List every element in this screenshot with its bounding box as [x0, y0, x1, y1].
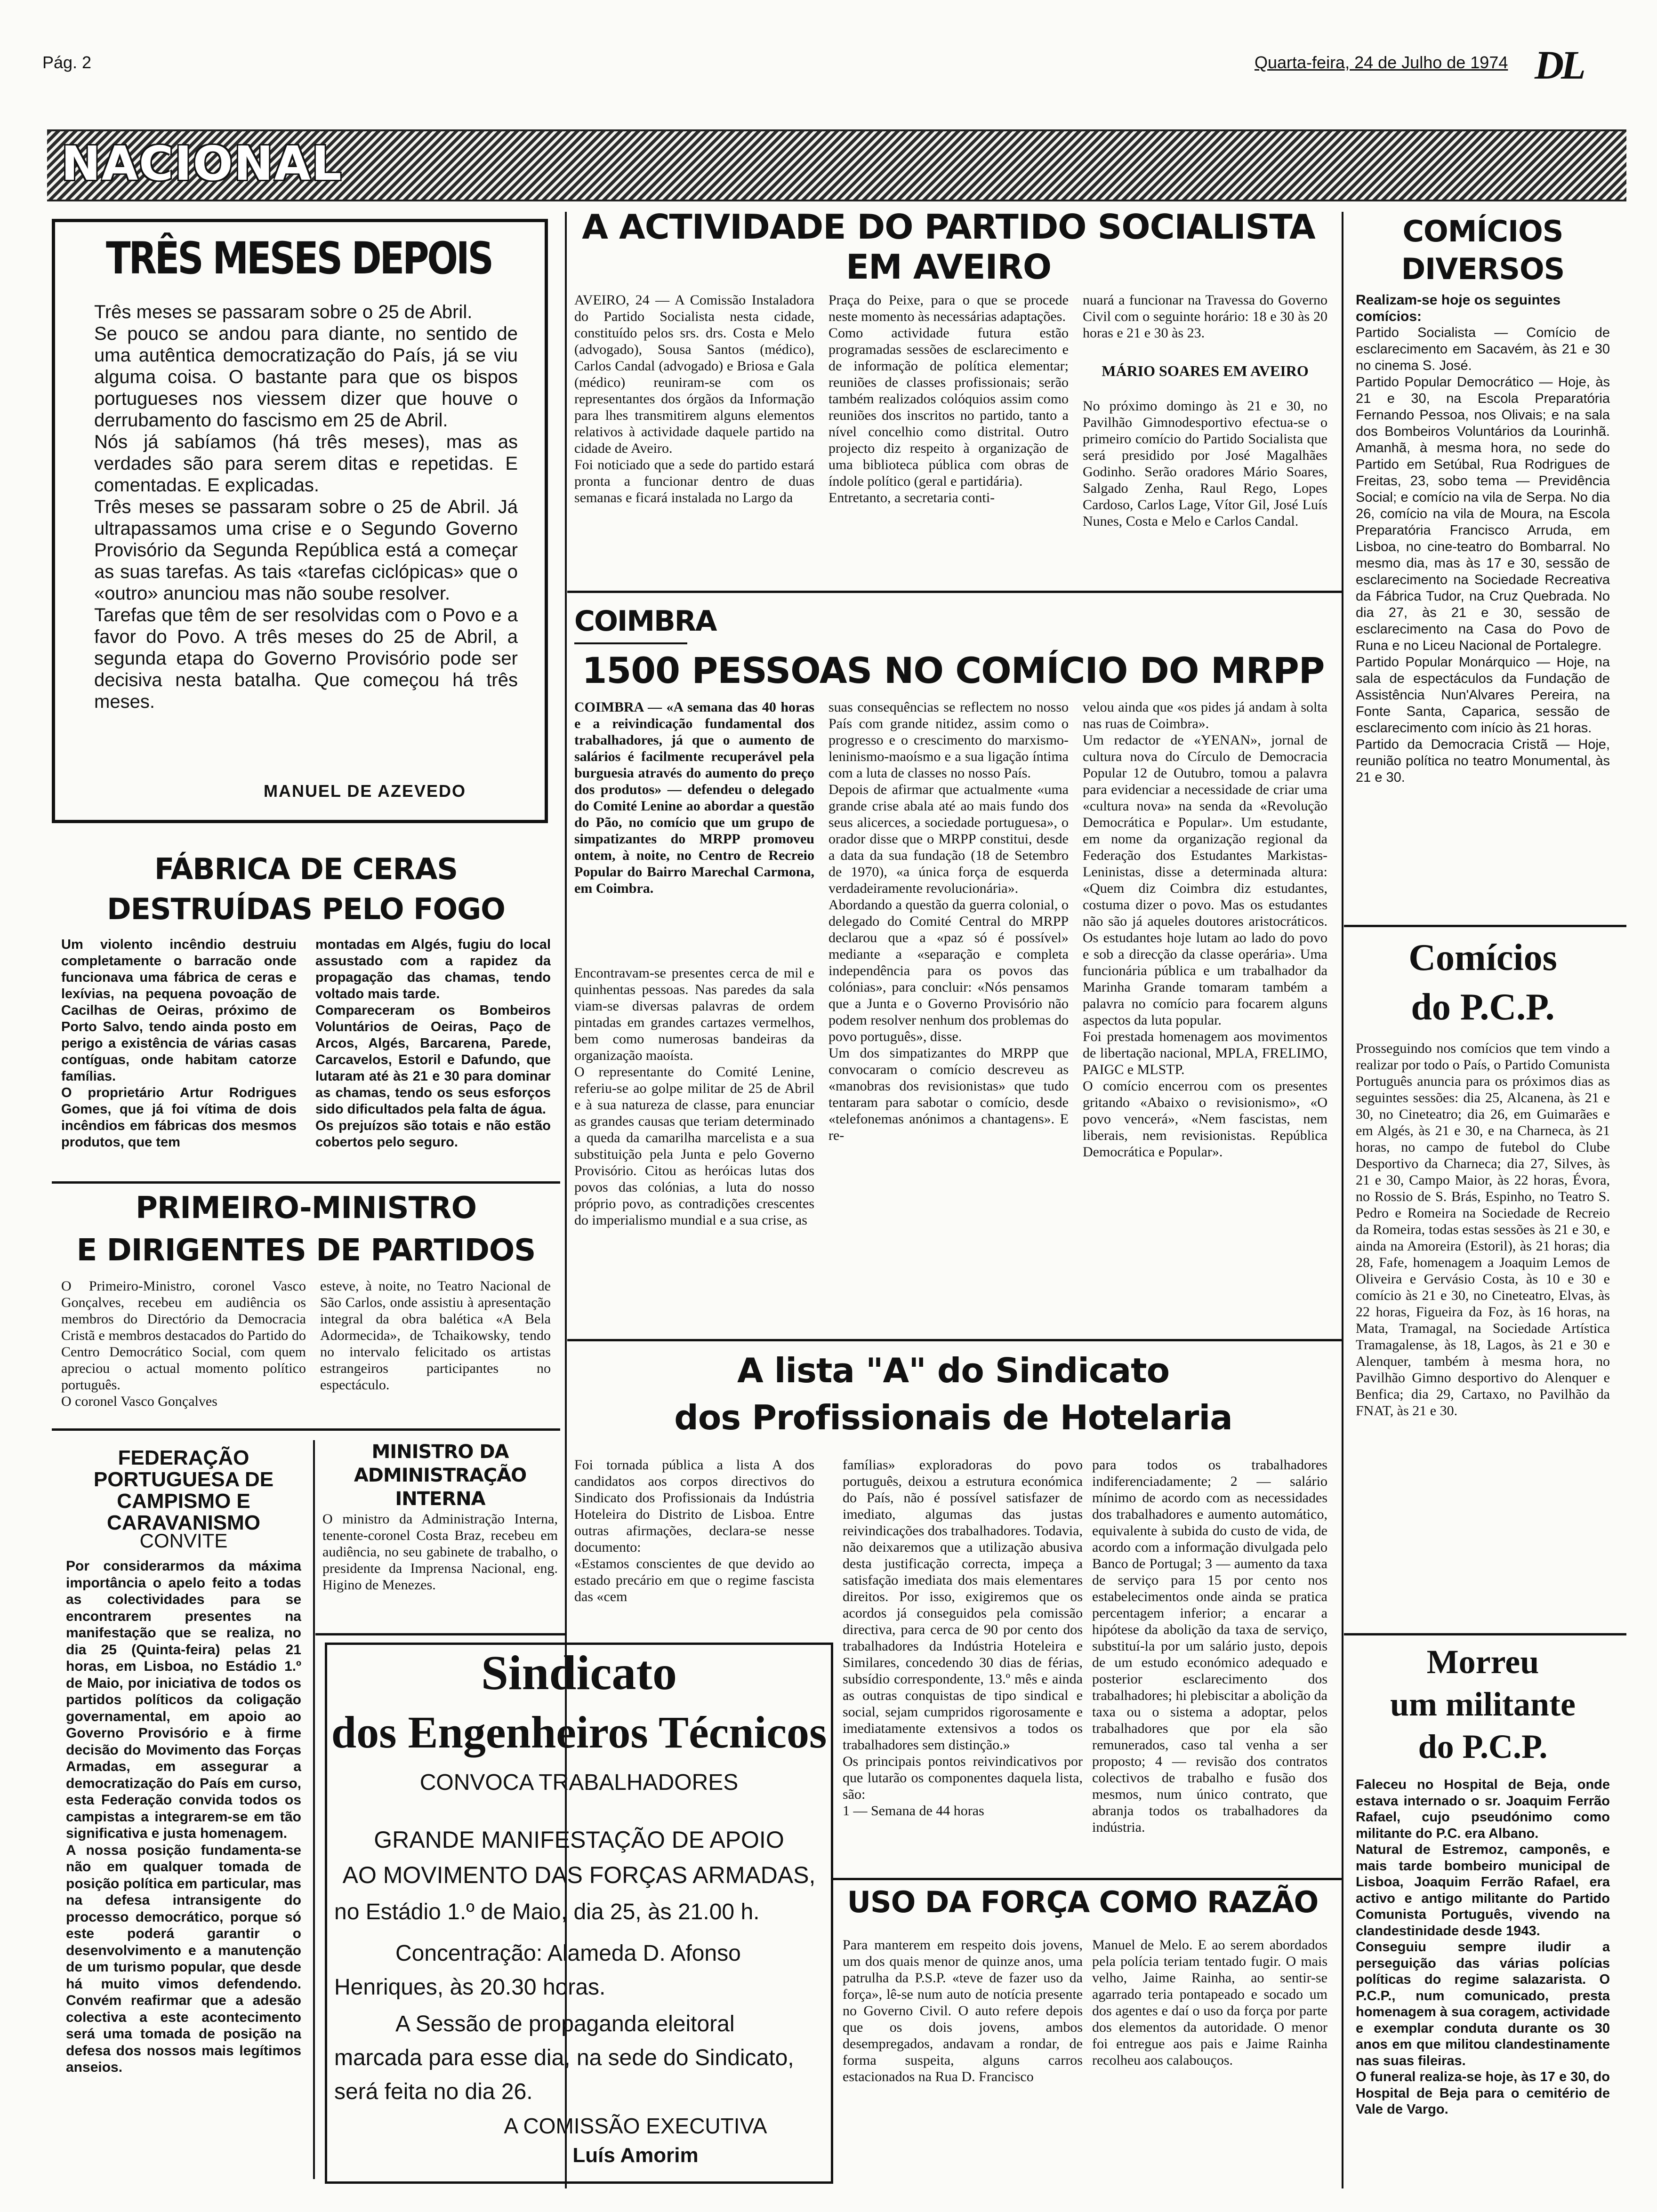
- pcp-title-2: do P.C.P.: [1411, 986, 1555, 1028]
- fabrica-col-1: Um violento incêndio destruiu completamente o barracão onde funcionava uma fábrica de ceras e lexívias, na pequena povoação de Cacilhas de Oeiras, próximo de Porto Salvo, tendo ainda posto em perigo a existência de várias casas contíguas, onde habitam catorze famílias. O proprietário Artur Rodrigues Gomes, que já foi vítima de dois incêndios em fábricas dos mesmos produtos, que tem: [61, 937, 297, 1150]
- page-number: Pág. 2: [42, 53, 92, 72]
- comicios-title-2: DIVERSOS: [1401, 252, 1565, 286]
- forca-col-2: Manuel de Melo. E ao serem abordados pela polícia teriam tentado fugir. O mais velho, Jaime Rainha, ao sentir-se agarrado teria pontapeado e socado um dos agentes e daí o uso da força por parte dos elementos da autoridade. O menor foi entregue aos pais e Jaime Rainha recolheu aos calabouços.: [1092, 1937, 1327, 2068]
- hotelaria-col-1: Foi tornada pública a lista A dos candidatos aos corpos directivos do Sindicato dos Profissionais da Indústria Hoteleira do Distrito de Lisboa. Entre outras afirmações, declara-se nesse documento: «Estamos conscientes de que devido ao estado precário em que o regime fascista das «cem: [574, 1457, 814, 1604]
- column-rule: [313, 1440, 315, 2179]
- newspaper-logo: DL: [1535, 42, 1583, 88]
- hotelaria-col-3: para todos os trabalhadores indiferenciadamente; 2 — salário mínimo de acordo com as necessidades dos trabalhadores e aumento automático, equivalente à subida do custo de vida, de acordo com a informação divulgada pelo Banco de Portugal; 3 — aumento da taxa de serviço para 15 por cento nos estabelecimentos onde ainda se pratica percentagem inferior; a encarar a hipótese da abolição da taxa de serviço, substituí-la por um salário justo, depois de um estudo económico adequado e posterior esclarecimento dos trabalhadores; hi plebiscitar a abolição da taxa ou o sistema a adoptar, pelos trabalhadores que por ela são remunerados, caso tal venha a ser proposto; 4 — revisão dos contratos colectivos de trabalho e fusão dos mesmos, num único contrato, que abranja todos os trabalhadores da indústria.: [1092, 1457, 1327, 1835]
- morreu-title-1: Morreu: [1426, 1643, 1539, 1681]
- divider: [567, 1339, 1342, 1341]
- federacao-title: FEDERAÇÃO PORTUGUESA DE CAMPISMO E CARAVANISMO: [93, 1446, 274, 1534]
- coimbra-col-3: velou ainda que «os pides já andam à solta nas ruas de Coimbra». Um redactor de «YENAN», jornal de cultura nova do Círculo de Democracia Popular 12 de Outubro, tomou a palavra para evidenciar a necessidade de criar uma «cultura nova» na senda da «Revolução Democrática e Popular». Um estudante, em nome da organização regional da Federação dos Estudantes Markistas-Leninistas, disse a determinada altura: «Quem diz Coimbra diz estudantes, costuma dizer o povo. Mas os estudantes não são já aqueles doutores aristocráticos. Os estudantes hoje lutam ao lado do povo e sob a direcção da classe operária». Uma funcionária pública e um trabalhador da Marinha Grande tomaram também a palavra no comício para focarem alguns aspectos da luta popular. Foi prestada homenagem aos movimentos de libertação nacional, MPLA, FRELIMO, PAIGC e MLSTP. O comício encerrou com os presentes gritando «Abaixo o revisionismo», «O povo vencerá», «Nem fascistas, nem liberais, nem revisionistas. República Democrática e Popular».: [1083, 699, 1327, 1160]
- pcp-title-1: Comícios: [1408, 937, 1557, 978]
- ministro-body: O ministro da Administração Interna, tenente-coronel Costa Braz, recebeu em audiência, no seu gabinete de trabalho, o presidente da Imprensa Nacional, eng. Higino de Menezes.: [322, 1511, 558, 1593]
- coimbra-col-2: suas consequências se reflectem no nosso País com grande nitidez, assim como o progresso e o crescimento do marxismo-leninismo-maoísmo e a sua ligação íntima com a luta de classes no nosso País. Depois de afirmar que actualmente «uma grande crise abala até ao mais fundo dos seus alicerces, a sociedade portuguesa», o orador disse que o MRPP constitui, desde a data da sua fundação (18 de Setembro de 1970), «a única força de esquerda verdadeiramente revolucionária». Abordando a questão da guerra colonial, o delegado do Comité Central do MRPP declarou que a «paz só é possível» mediante a «separação e completa independência para os povos das colónias», para concluir: «Nós pensamos que a Junta e o Governo Provisório não podem resolver nenhum dos problemas do povo português», disse. Um dos simpatizantes do MRPP que convocaram o comício descreveu as «manobras dos revisionistas» que tudo tentaram para sabotar o comício, desde «telefonemas anónimos a chantagens». E re-: [828, 699, 1069, 1143]
- aveiro-col-3b: No próximo domingo às 21 e 30, no Pavilhão Gimnodesportivo efectua-se o primeiro comício do Partido Socialista que será presidido por José Magalhães Godinho. Serão oradores Mário Soares, Salgado Zenha, Raul Rego, Lopes Cardoso, Carlos Lage, Vítor Gil, José Luís Nunes, Costa e Melo e Carlos Candal.: [1083, 398, 1327, 529]
- divider: [1344, 1633, 1626, 1635]
- sindicato-ad-line-2: AO MOVIMENTO DAS FORÇAS ARMADAS,: [342, 1862, 816, 1888]
- sindicato-ad-title-1: Sindicato: [481, 1646, 677, 1700]
- sindicato-ad-sign-1: A COMISSÃO EXECUTIVA: [504, 2114, 767, 2138]
- editorial-body: Três meses se passaram sobre o 25 de Abril. Se pouco se andou para diante, no sentido de uma autêntica democratização do País, já se viu alguma coisa. O bastante para que os bispos portugueses nos viessem dizer que houve o derrubamento do fascismo em 25 de Abril. Nós já sabíamos (há três meses), mas as verdades são para serem ditas e repetidas. E comentadas. E explicadas. Três meses se passaram sobre o 25 de Abril. Já ultrapassamos uma crise e o Segundo Governo Provisório da Segunda República está a começar as suas tarefas. As tais «tarefas ciclópicas» que o «outro» anunciou mas não soube resolver. Tarefas que têm de ser resolvidas com o Povo e a favor do Povo. A três meses do 25 de Abril, a segunda etapa do Governo Provisório pode ser decisiva nesta batalha. Que começou há três meses.: [94, 302, 518, 712]
- coimbra-col-1b: Encontravam-se presentes cerca de mil e quinhentas pessoas. Nas paredes da sala viam-se diversas palavras de ordem pintadas em grandes cartazes vermelhos, bem como numerosas bandeiras da organização maoísta. O representante do Comité Lenine, referiu-se ao golpe militar de 25 de Abril e à sua natureza de classe, para enunciar as grandes causas que teriam determinado a queda da camarilha marcelista e a sua substituição pela Junta e pelo Governo Provisório. Citou as heróicas lutas dos povos das colónias, a luta do nosso próprio povo, as contradições crescentes do imperialismo mundial e a sua crise, as: [574, 965, 814, 1228]
- sindicato-ad-line-4: Concentração: Alameda D. Afonso Henriques, às 20.30 horas.: [334, 1941, 741, 2000]
- primeiro-col-1: O Primeiro-Ministro, coronel Vasco Gonçalves, recebeu em audiência os membros do Directório da Democracia Cristã e membros destacados do Partido do Centro Democrático Social, com quem apreciou o actual momento político português. O coronel Vasco Gonçalves: [61, 1278, 306, 1409]
- aveiro-col-2: Praça do Peixe, para o que se procede neste momento às necessárias adaptações. Como actividade futura estão programadas sessões de esclarecimento e de informação de política elementar; reuniões de classes profissionais; serão também realizados colóquios assim como reuniões dos inscritos no partido, tanto a nível concelhio como distrital. Outro projecto diz respeito à organização de uma biblioteca pública com obras de índole político (geral e partidária). Entretanto, a secretaria conti-: [828, 292, 1069, 505]
- hotelaria-title-1: A lista "A" do Sindicato: [737, 1351, 1170, 1390]
- morreu-title-3: do P.C.P.: [1418, 1728, 1548, 1765]
- forca-title: USO DA FORÇA COMO RAZÃO: [847, 1885, 1319, 1919]
- fabrica-col-2: montadas em Algés, fugiu do local assustado com a rapidez da propagação das chamas, tendo voltado mais tarde. Compareceram os Bombeiros Voluntários de Oeiras, Paço de Arcos, Algés, Barcarena, Parede, Carcavelos, Estoril e Dafundo, que lutaram até às 21 e 30 para dominar as chamas, tendo os seus esforços sido dificultados pela falta de água. Os prejuízos são totais e não estão cobertos pelo seguro.: [315, 937, 551, 1150]
- forca-col-1: Para manterem em respeito dois jovens, um dos quais menor de quinze anos, uma patrulha da P.S.P. «teve de fazer uso da força», lê-se num auto de notícia presente no Governo Civil. O auto refere depois que os dois jovens, ambos desempregados, andavam a rondar, de forma suspeita, alguns carros estacionados na Rua D. Francisco: [843, 1937, 1083, 2084]
- morreu-body: Faleceu no Hospital de Beja, onde estava internado o sr. Joaquim Ferrão Rafael, cujo pseudónimo como militante do P.C. era Albano. Natural de Estremoz, camponês, e mais tarde bombeiro municipal de Lisboa, Joaquim Ferrão Rafael, era activo e antigo militante do Partido Comunista Português, vivendo na clandestinidade desde 1943. Conseguiu sempre iludir a perseguição das várias polícias políticas do regime salazarista. O P.C.P., num comunicado, presta homenagem à sua coragem, actividade e exemplar conduta durante os 30 anos em que militou clandestinamente nas suas fileiras. O funeral realiza-se hoje, às 17 e 30, do Hospital de Beja para o cemitério de Vale de Vargo.: [1356, 1777, 1610, 2117]
- primeiro-title-2: E DIRIGENTES DE PARTIDOS: [76, 1233, 536, 1268]
- aveiro-title-2: EM AVEIRO: [845, 247, 1052, 287]
- editorial-author: MANUEL DE AZEVEDO: [264, 781, 467, 801]
- editorial-title: TRÊS MESES DEPOIS: [106, 233, 492, 284]
- aveiro-col-3a: nuará a funcionar na Travessa do Governo Civil com o seguinte horário: 18 e 30 às 20 horas e 21 e 30 às 23.: [1083, 292, 1327, 341]
- coimbra-col-1a: COIMBRA — «A semana das 40 horas e a reivindicação fundamental dos trabalhadores, já que o aumento de salários é facilmente recuperável pela burguesia através do aumento do preço dos produtos» — defendeu o delegado do Comité Lenine ao abordar a questão do Pão, no comício que um grupo de simpatizantes do MRPP promoveu ontem, à noite, no Centro de Recreio Popular do Bairro Marechal Carmona, em Coimbra.: [574, 699, 814, 896]
- aveiro-col-1: AVEIRO, 24 — A Comissão Instaladora do Partido Socialista nesta cidade, constituído pelos srs. drs. Costa e Melo (advogado), Sousa Santos (médico), Carlos Candal (advogado) e Briosa e Gala (médico) reuniram-se com os representantes dos órgãos da Informação para lhes transmitirem alguns elementos relativos à actividade daquele partido na cidade de Aveiro. Foi noticiado que a sede do partido estará pronta a funcionar dentro de duas semanas e ficará instalada no Largo da: [574, 292, 814, 505]
- sindicato-ad-line-3: no Estádio 1.º de Maio, dia 25, às 21.00 h.: [334, 1899, 760, 1924]
- primeiro-col-2: esteve, à noite, no Teatro Nacional de São Carlos, onde assistiu à apresentação integral da obra baléticа «A Bela Adormecida», de Tchaikowsky, tendo no intervalo felicitado os artistas estrangeiros participantes no espectáculo.: [320, 1278, 551, 1393]
- column-rule: [1342, 212, 1343, 2188]
- fabrica-title-1: FÁBRICA DE CERAS: [154, 852, 458, 886]
- fabrica-title-2: DESTRUÍDAS PELO FOGO: [107, 892, 505, 926]
- sindicato-ad-line-5: A Sessão de propaganda eleitoral marcada para esse dia, na sede do Sindicato, será feita no dia 26.: [334, 2012, 794, 2104]
- comicios-body: Partido Socialista — Comício de esclarecimento em Sacavém, às 21 e 30 no cinema S. José. Partido Popular Democrático — Hoje, às 21 e 30, na Escola Preparatória Fernando Pessoa, nos Olivais; e na sala dos Bombeiros Voluntários da Lourinhã. Amanhã, à mesma hora, no sede do Partido em Setúbal, Rua Rodrigues de Freitas, 23, sobo tema — Previdência Social; e comício na vila de Serpa. No dia 26, comício na vila de Moura, na Escola Preparatória Francisco Arruda, em Lisboa, no cine-teatro do Bombarral. No mesmo dia, mas às 17 e 30, sessão de esclarecimento na Sociedade Recreativa da Fábrica Tudor, na Cruz Quebrada. No dia 27, às 21 e 30, sessão de esclarecimento na Casa do Povo de Runa e no Liceu Nacional de Portalegre. Partido Popular Monárquico — Hoje, na sala de espectáculos da Fundação de Assistência Nun'Alvares Pereira, na Fonte Santa, Caparica, sessão de esclarecimento com início às 21 horas. Partido da Democracia Cristã — Hoje, reunião política no teatro Monumental, às 21 e 30.: [1356, 325, 1610, 785]
- divider: [52, 1181, 560, 1184]
- divider: [567, 591, 1342, 593]
- issue-date: Quarta-feira, 24 de Julho de 1974: [1255, 53, 1508, 72]
- federacao-subtitle: CONVITE: [139, 1530, 228, 1552]
- pcp-body: Prosseguindo nos comícios que tem vindo a realizar por todo o País, o Partido Comunista Português anuncia para os próximos dias as seguintes sessões: dia 25, Alcanena, às 21 e 30, no Cineteatro; dia 26, em Guimarães e em Algés, às 21 e 30, e na Charneca, às 21 horas, no campo de futebol do Clube Desportivo da Charneca; dia 27, Silves, às 21 e 30, Campo Maior, às 22 horas, Évora, no Rossio de S. Brás, Espinho, no Teatro S. Pedro e Romeira na Sociedade de Recreio da Romeira, todas estas sessões às 21 e 30, e ainda na Amoreira (Estoril), às 21 horas; dia 28, Fafe, homenagem a Joaquim Lemos de Oliveira e Gervásio Costa, às 10 e 30 e comício às 21 e 30, no Cineteatro, Elvas, às 22 horas, Figueira da Foz, às 16 horas, na Mata, Tramagal, na Sociedade Artística Tramagalense, às 18, Lagos, às 21 e 30 e Alenquer, também à mesma hora, no Pavilhão Gimno desportivo do Alenquer e Benfica; dia 29, Cartaxo, no Pavilhão da FNAT, às 21 e 30.: [1356, 1041, 1610, 1419]
- morreu-title-2: um militante: [1390, 1685, 1576, 1723]
- coimbra-kicker: COIMBRA: [574, 605, 716, 638]
- comicios-intro: Realizam-se hoje os seguintes comícios:: [1356, 292, 1561, 324]
- sindicato-ad-title-2: dos Engenheiros Técnicos: [331, 1707, 827, 1757]
- aveiro-title-1: A ACTIVIDADE DO PARTIDO SOCIALISTA: [582, 207, 1315, 247]
- divider: [315, 1633, 565, 1635]
- divider: [1344, 925, 1626, 927]
- sindicato-ad-sign-2: Luís Amorim: [572, 2144, 699, 2167]
- federacao-body: Por considerarmos da máxima importância o apelo feito a todas as colectividades para se encontrarem presentes na manifestação que se realiza, no dia 25 (Quinta-feira) pelas 21 horas, em Lisboa, no Estádio 1.º de Maio, por iniciativa de todos os partidos políticos da coligação governamental, em apoio ao Governo Provisório e à firme decisão do Movimento das Forças Armadas, em assegurar a democratização do País em curso, esta Federação convida todos os campistas a integrarem-se em tão significativa e justa homenagem. A nossa posição fundamenta-se não em qualquer tomada de posição política em particular, mas na defesa intransigente do processo democrático, porque só este poderá garantir o desenvolvimento e a manutenção de um turismo popular, que desde há muito vimos defendendo. Convém reafirmar que a adesão colectiva a este acontecimento será uma tomada de posição na defesa dos nossos mais legítimos anseios.: [66, 1558, 301, 2075]
- kicker-underline: [574, 642, 687, 644]
- primeiro-title-1: PRIMEIRO-MINISTRO: [136, 1191, 476, 1226]
- sindicato-ad-convoca: CONVOCA TRABALHADORES: [419, 1770, 739, 1795]
- comicios-title-1: COMÍCIOS: [1402, 214, 1563, 248]
- sindicato-ad-line-1: GRANDE MANIFESTAÇÃO DE APOIO: [374, 1827, 784, 1853]
- section-title: NACIONAL: [61, 136, 343, 191]
- aveiro-col-3-subhead: MÁRIO SOARES EM AVEIRO: [1102, 362, 1309, 379]
- hotelaria-title-2: dos Profissionais de Hotelaria: [674, 1398, 1232, 1437]
- divider: [833, 1878, 1342, 1880]
- hotelaria-col-2: famílias» exploradoras do povo português, deixou a estrutura económica do País, não é possível satisfazer de imediato, algumas das justas reivindicações dos trabalhadores. Todavia, não deixaremos que a utilização abusiva desta justificação correcta, impeça a satisfação imediata dos mais elementares direitos. Por isso, exigiremos que os acordos já conseguidos pela comissão directiva, para cerca de 90 por cento dos trabalhadores da Indústria Hoteleira e Similares, concedendo 30 dias de férias, subsídio correspondente, 13.º mês e ainda as outras conquistas de tipo sindical e social, sejam cumpridos rigorosamente e imediatamente extensivos a todos os trabalhadores sem distinção.» Os principais pontos reivindicativos por que lutarão os componentes daquela lista, são: 1 — Semana de 44 horas: [843, 1457, 1083, 1819]
- divider: [52, 1428, 560, 1431]
- ministro-title: MINISTRO DA ADMINISTRAÇÃO INTERNA: [354, 1441, 527, 1510]
- coimbra-title: 1500 PESSOAS NO COMÍCIO DO MRPP: [582, 649, 1325, 691]
